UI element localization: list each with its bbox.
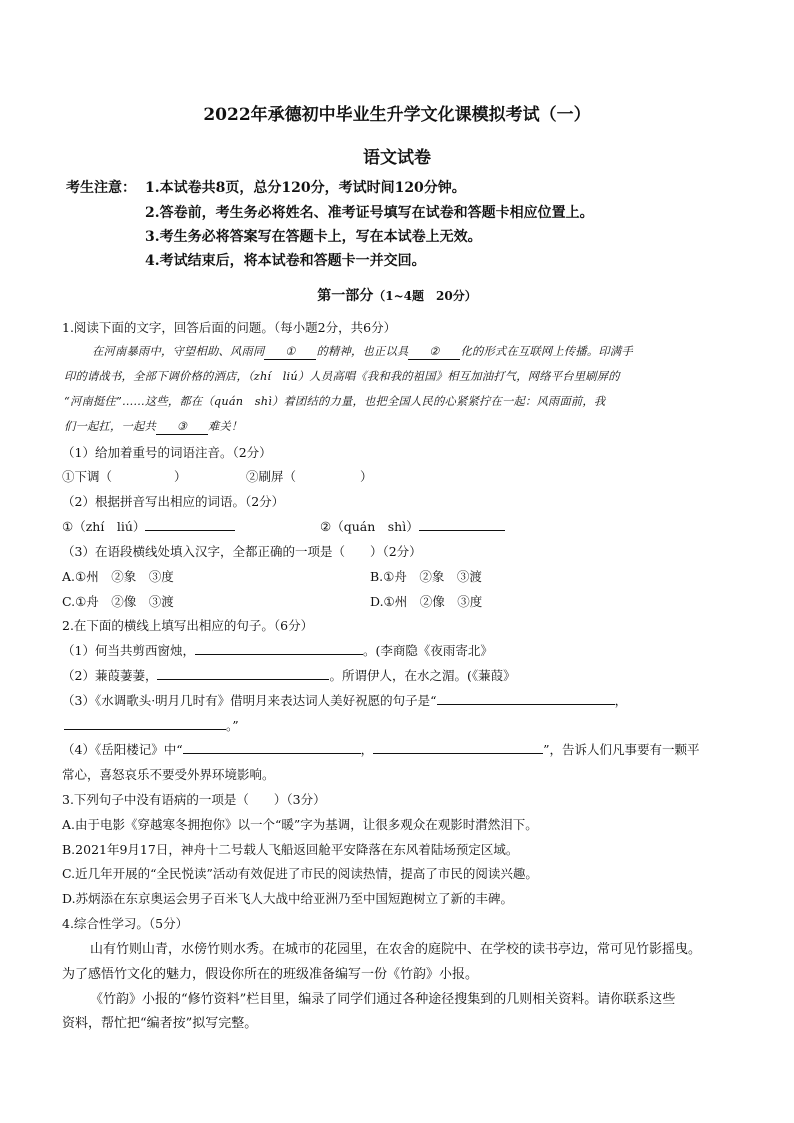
q1-passage-line-4: 们一起扛，一起共 ③ 难关！ — [64, 420, 243, 433]
part-range: （1~4题 20分） — [373, 289, 477, 303]
q2-stem: 2.在下面的横线上填写出相应的句子。（6分） — [62, 618, 314, 633]
q1-stem: 1.阅读下面的文字，回答后面的问题。（每小题2分，共6分） — [62, 320, 397, 335]
q1-sub3: （3）在语段横线处填入汉字，全都正确的一项是（ ）（2分） — [62, 544, 422, 559]
notice-item-2: 2.答卷前，考生务必将姓名、准考证号填写在试卷和答题卡相应位置上。 — [145, 205, 594, 221]
answer-line[interactable] — [64, 717, 226, 730]
q1-sub1-b: ②刷屏（ ） — [246, 469, 373, 484]
q1-sub2-a: ①（zhí liú） — [62, 517, 235, 535]
page-title: 2022年承德初中毕业生升学文化课模拟考试（一） — [203, 105, 591, 125]
q4-para-1b: 为了感悟竹文化的魅力，假设你所在的班级准备编写一份《竹韵》小报。 — [62, 967, 479, 982]
passage-blank-1: ① — [264, 345, 316, 360]
q3-stem: 3.下列句子中没有语病的一项是（ ）（3分） — [62, 792, 326, 807]
q4-para-2a: 《竹韵》小报的“修竹资料”栏目里，编录了同学们通过各种途径搜集到的几则相关资料。请你联系这些 — [90, 992, 676, 1007]
q3-option-b: B.2021年9月17日，神舟十二号载人飞船返回舱平安降落在东风着陆场预定区域。 — [62, 842, 519, 857]
q3-option-c: C.近几年开展的“全民悦读”活动有效促进了市民的阅读热情，提高了市民的阅读兴趣。 — [62, 866, 538, 881]
passage-blank-2: ② — [408, 345, 460, 360]
q1-passage-line-2: 印的请战书，全部下调价格的酒店，（zhí liú）人员高唱《我和我的祖国》相互加油打气，网络平台里刷屏的 — [64, 370, 620, 383]
q1-option-a: A.①州 ②象 ③度 — [62, 569, 174, 584]
q1-passage-line-3: “河南挺住”……这些，都在（quán shì）着团结的力量，也把全国人民的心紧紧拧在一起：风雨面前，我 — [64, 395, 606, 408]
answer-line[interactable] — [419, 518, 505, 531]
passage-blank-3: ③ — [156, 420, 208, 435]
q2-line-3b: 。” — [64, 716, 239, 734]
q1-option-d: D.①州 ②像 ③度 — [370, 594, 483, 609]
q2-line-1: （1）何当共剪西窗烛， 。(李商隐《夜雨寄北》 — [62, 643, 493, 658]
q1-sub2-b: ②（quán shì） — [320, 517, 505, 535]
answer-line[interactable] — [183, 741, 361, 754]
q2-line-2: （2）蒹葭萋萋， 。所谓伊人，在水之湄。(《蒹葭》 — [62, 668, 516, 683]
q1-option-b: B.①舟 ②象 ③渡 — [370, 569, 482, 584]
q1-sub1: （1）给加着重号的词语注音。（2分） — [62, 445, 272, 460]
q4-para-2b: 资料，帮忙把“编者按”拟写完整。 — [62, 1016, 258, 1031]
q1-passage-line-1: 在河南暴雨中，守望相助、风雨同 ① 的精神，也正以具 ② 化的形式在互联网上传播。印满手 — [92, 345, 633, 358]
answer-line[interactable] — [195, 642, 363, 655]
q4-stem: 4.综合性学习。（5分） — [62, 916, 189, 931]
page-subtitle: 语文试卷 — [363, 148, 431, 168]
notice-item-1: 1.本试卷共8页，总分120分，考试时间120分钟。 — [145, 180, 466, 196]
answer-line[interactable] — [145, 518, 235, 531]
answer-line[interactable] — [437, 692, 615, 705]
q4-para-1a: 山有竹则山青，水傍竹则水秀。在城市的花园里，在农舍的庭院中、在学校的读书亭边，常可见竹影摇曳。 — [90, 942, 702, 957]
part-heading — [0, 285, 794, 305]
notice-item-3: 3.考生务必将答案写在答题卡上，写在本试卷上无效。 — [145, 229, 482, 245]
part-title: 第一部分 — [317, 288, 374, 304]
q1-sub1-a: ①下调（ ） — [62, 469, 187, 484]
notice-label: 考生注意： — [66, 180, 136, 196]
q2-line-3: （3）《水调歌头·明月几时有》借明月来表达词人美好祝愿的句子是“ ， — [62, 693, 628, 708]
q2-line-4: （4）《岳阳楼记》中“ ， ”，告诉人们凡事要有一颗平 — [62, 742, 700, 757]
answer-line[interactable] — [373, 741, 543, 754]
q2-line-4b: 常心，喜怒哀乐不要受外界环境影响。 — [62, 767, 275, 782]
notice-item-4: 4.考试结束后，将本试卷和答题卡一并交回。 — [145, 253, 426, 269]
q3-option-d: D.苏炳添在东京奥运会男子百米飞人大战中给亚洲乃至中国短跑树立了新的丰碑。 — [62, 891, 514, 906]
q1-option-c: C.①舟 ②像 ③渡 — [62, 594, 174, 609]
q3-option-a: A.由于电影《穿越寒冬拥抱你》以一个“暖”字为基调，让很多观众在观影时潸然泪下。 — [62, 817, 538, 832]
answer-line[interactable] — [157, 667, 329, 680]
q1-sub2: （2）根据拼音写出相应的词语。（2分） — [62, 494, 285, 509]
